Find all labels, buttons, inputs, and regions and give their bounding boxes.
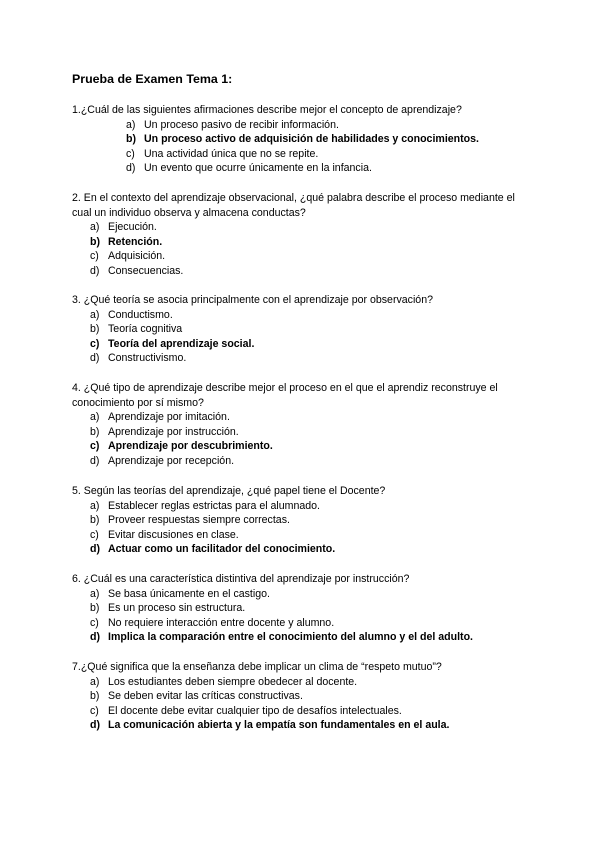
question-7 xyxy=(72,660,532,733)
option-d xyxy=(72,351,532,366)
option-d-correct xyxy=(72,718,532,733)
question-2 xyxy=(72,191,532,279)
option-letter: d) xyxy=(126,162,136,175)
option-text: Consecuencias. xyxy=(108,264,184,277)
option-d-correct xyxy=(72,542,532,557)
option-text: El docente debe evitar cualquier tipo de desafíos intelectuales. xyxy=(108,704,402,717)
option-letter: d) xyxy=(90,352,100,365)
option-text: Adquisición. xyxy=(108,250,166,263)
option-letter: c) xyxy=(90,440,100,453)
option-c-correct xyxy=(72,439,532,454)
option-b-correct xyxy=(72,132,532,147)
option-letter: d) xyxy=(90,454,100,467)
option-c-correct xyxy=(72,337,532,352)
question-stem: 3. ¿Qué teoría se asocia principalmente con el aprendizaje por observación? xyxy=(72,294,433,306)
option-letter: b) xyxy=(90,602,100,615)
option-a xyxy=(72,587,532,602)
option-d-correct xyxy=(72,630,532,645)
option-letter: c) xyxy=(90,704,99,717)
option-letter: c) xyxy=(90,337,100,350)
options-list xyxy=(72,220,532,278)
option-text: Se basa únicamente en el castigo. xyxy=(108,587,270,600)
option-text: Evitar discusiones en clase. xyxy=(108,528,239,541)
option-letter: b) xyxy=(126,133,136,146)
option-text: Se deben evitar las críticas constructivas. xyxy=(108,690,303,703)
option-text: Es un proceso sin estructura. xyxy=(108,602,246,615)
options-list xyxy=(72,308,532,366)
option-a xyxy=(72,675,532,690)
option-text: Conductismo. xyxy=(108,308,173,321)
page-title: Prueba de Examen Tema 1: xyxy=(72,72,233,86)
option-text: No requiere interacción entre docente y alumno. xyxy=(108,616,335,629)
option-text: Aprendizaje por instrucción. xyxy=(108,425,239,438)
option-letter: a) xyxy=(126,118,136,131)
option-letter: d) xyxy=(90,543,100,556)
option-letter: a) xyxy=(90,675,100,688)
option-letter: b) xyxy=(90,690,100,703)
option-text: Aprendizaje por descubrimiento. xyxy=(108,440,273,453)
question-6 xyxy=(72,572,532,645)
option-letter: a) xyxy=(90,411,100,424)
option-a xyxy=(72,499,532,514)
option-b xyxy=(72,513,532,528)
option-d xyxy=(72,161,532,176)
option-text: La comunicación abierta y la empatía son fundamentales en el aula. xyxy=(108,719,450,732)
options-list xyxy=(72,499,532,557)
option-letter: c) xyxy=(126,147,135,160)
option-text: Establecer reglas estrictas para el alumnado. xyxy=(108,499,320,512)
option-text: Proveer respuestas siempre correctas. xyxy=(108,514,290,527)
option-letter: d) xyxy=(90,631,100,644)
option-text: Constructivismo. xyxy=(108,352,187,365)
option-b xyxy=(72,689,532,704)
option-letter: b) xyxy=(90,235,100,248)
option-b xyxy=(72,425,532,440)
option-b-correct xyxy=(72,235,532,250)
option-text: Teoría del aprendizaje social. xyxy=(108,337,255,350)
option-letter: b) xyxy=(90,323,100,336)
option-c xyxy=(72,704,532,719)
option-letter: a) xyxy=(90,221,100,234)
option-text: Un proceso pasivo de recibir información. xyxy=(144,118,339,131)
option-letter: d) xyxy=(90,719,100,732)
option-letter: d) xyxy=(90,264,100,277)
option-text: Aprendizaje por recepción. xyxy=(108,454,235,467)
options-list xyxy=(72,118,532,176)
option-text: Retención. xyxy=(108,235,163,248)
question-stem: 7.¿Qué significa que la enseñanza debe implicar un clima de “respeto mutuo”? xyxy=(72,661,442,673)
option-letter: a) xyxy=(90,308,100,321)
option-text: Teoría cognitiva xyxy=(108,323,183,336)
options-list xyxy=(72,675,532,733)
option-letter: a) xyxy=(90,587,100,600)
option-letter: c) xyxy=(90,528,99,541)
question-stem: 2. En el contexto del aprendizaje observacional, ¿qué palabra describe el proceso mediante el cual un individuo observa y almacena conductas? xyxy=(72,192,515,219)
options-list xyxy=(72,587,532,645)
question-stem: 1.¿Cuál de las siguientes afirmaciones describe mejor el concepto de aprendizaje? xyxy=(72,104,462,116)
option-letter: c) xyxy=(90,616,99,629)
question-stem: 6. ¿Cuál es una característica distintiva del aprendizaje por instrucción? xyxy=(72,573,410,585)
option-text: Actuar como un facilitador del conocimiento. xyxy=(108,543,336,556)
option-letter: b) xyxy=(90,425,100,438)
option-text: Ejecución. xyxy=(108,221,157,234)
question-stem: 4. ¿Qué tipo de aprendizaje describe mejor el proceso en el que el aprendiz reconstruye el conocimiento por sí mismo? xyxy=(72,382,498,409)
question-stem: 5. Según las teorías del aprendizaje, ¿qué papel tiene el Docente? xyxy=(72,485,386,497)
option-text: Un evento que ocurre únicamente en la infancia. xyxy=(144,162,372,175)
options-list xyxy=(72,410,532,468)
option-text: Una actividad única que no se repite. xyxy=(144,147,319,160)
option-c xyxy=(72,528,532,543)
option-b xyxy=(72,322,532,337)
option-a xyxy=(72,220,532,235)
option-a xyxy=(72,118,532,133)
option-c xyxy=(72,616,532,631)
question-4 xyxy=(72,381,532,469)
option-text: Aprendizaje por imitación. xyxy=(108,411,230,424)
option-letter: a) xyxy=(90,499,100,512)
option-letter: b) xyxy=(90,514,100,527)
option-d xyxy=(72,454,532,469)
option-text: Implica la comparación entre el conocimiento del alumno y el del adulto. xyxy=(108,631,473,644)
option-text: Un proceso activo de adquisición de habilidades y conocimientos. xyxy=(144,133,479,146)
option-d xyxy=(72,264,532,279)
option-text: Los estudiantes deben siempre obedecer al docente. xyxy=(108,675,358,688)
option-b xyxy=(72,601,532,616)
question-5 xyxy=(72,484,532,557)
option-a xyxy=(72,410,532,425)
option-letter: c) xyxy=(90,250,99,263)
question-3 xyxy=(72,293,532,366)
question-1 xyxy=(72,103,532,176)
option-a xyxy=(72,308,532,323)
option-c xyxy=(72,249,532,264)
option-c xyxy=(72,147,532,162)
